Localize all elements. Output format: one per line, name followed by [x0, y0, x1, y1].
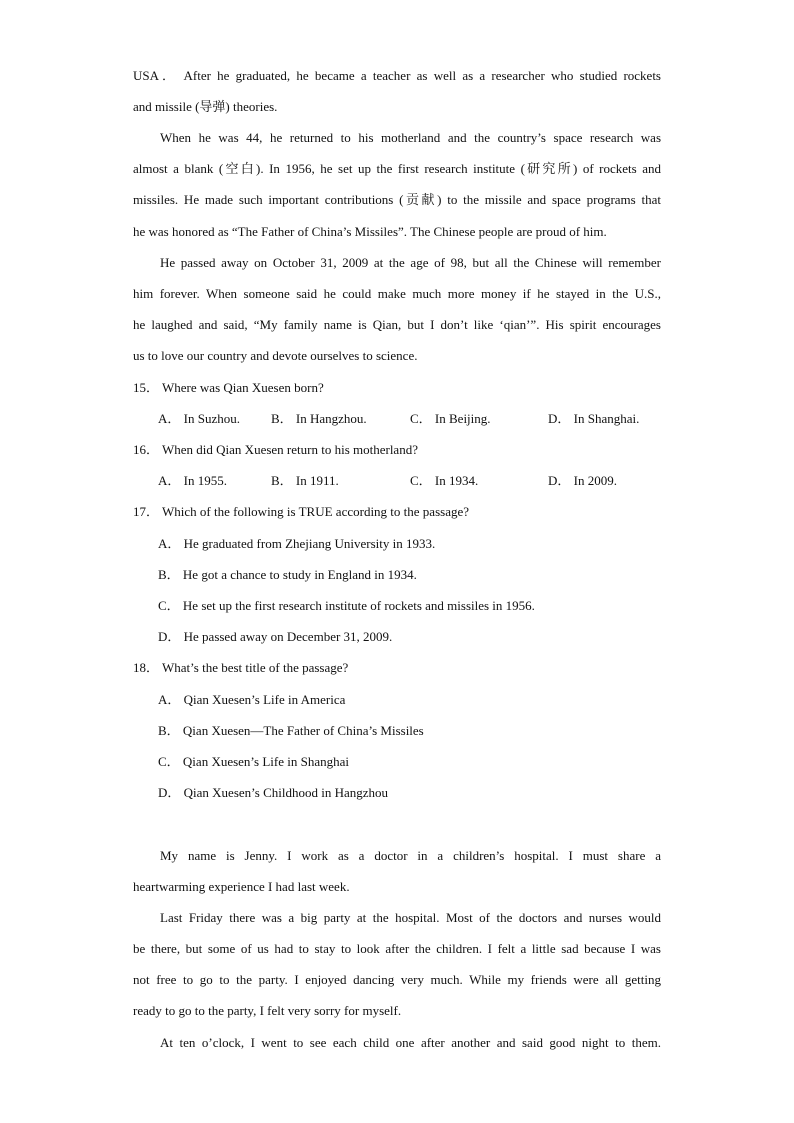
- question-16-option-a: A． In 1955.: [158, 473, 227, 488]
- question-17-option-b: B． He got a chance to study in England in 1934.: [158, 567, 417, 582]
- passage2-line: My name is Jenny. I work as a doctor in a children’s hospital. I must share a: [160, 848, 661, 863]
- question-15-option-d: D． In Shanghai.: [548, 411, 640, 426]
- passage1-line: he laughed and said, “My family name is Qian, but I don’t like ‘qian’”. His spirit encourages: [133, 317, 661, 332]
- question-17-option-a: A． He graduated from Zhejiang University in 1933.: [158, 536, 436, 551]
- question-16-option-b: B． In 1911.: [271, 473, 339, 488]
- question-15-option-a: A． In Suzhou.: [158, 411, 240, 426]
- question-16-option-d: D． In 2009.: [548, 473, 617, 488]
- passage1-line: and missile (导弹) theories.: [133, 99, 278, 114]
- passage2-line: heartwarming experience I had last week.: [133, 879, 350, 894]
- passage2-line: be there, but some of us had to stay to look after the children. I felt a little sad because I was: [133, 941, 661, 956]
- passage1-line: he was honored as “The Father of China’s Missiles”. The Chinese people are proud of him.: [133, 224, 607, 239]
- passage1-line: missiles. He made such important contributions (贡献) to the missile and space programs that: [133, 192, 661, 207]
- question-18-option-a: A． Qian Xuesen’s Life in America: [158, 692, 346, 707]
- passage2-line: not free to go to the party. I enjoyed dancing very much. While my friends were all getting: [133, 972, 661, 987]
- passage1-line: USA． After he graduated, he became a teacher as well as a researcher who studied rockets: [133, 68, 661, 83]
- question-18-stem: 18． What’s the best title of the passage?: [133, 660, 349, 675]
- question-16-stem: 16． When did Qian Xuesen return to his motherland?: [133, 442, 418, 457]
- passage2-line: At ten o’clock, I went to see each child one after another and said good night to them.: [160, 1035, 661, 1050]
- question-17-option-c: C． He set up the first research institute of rockets and missiles in 1956.: [158, 598, 535, 613]
- question-15-stem: 15． Where was Qian Xuesen born?: [133, 380, 324, 395]
- passage1-line: almost a blank (空白). In 1956, he set up the first research institute (研究所) of rockets and: [133, 161, 661, 176]
- question-17-option-d: D． He passed away on December 31, 2009.: [158, 629, 393, 644]
- question-15-option-c: C． In Beijing.: [410, 411, 491, 426]
- question-16-option-c: C． In 1934.: [410, 473, 479, 488]
- question-18-option-c: C． Qian Xuesen’s Life in Shanghai: [158, 754, 349, 769]
- passage1-line: When he was 44, he returned to his motherland and the country’s space research was: [160, 130, 661, 145]
- passage1-line: He passed away on October 31, 2009 at the age of 98, but all the Chinese will remember: [160, 255, 661, 270]
- question-17-stem: 17． Which of the following is TRUE according to the passage?: [133, 504, 470, 519]
- question-15-option-b: B． In Hangzhou.: [271, 411, 367, 426]
- passage1-line: us to love our country and devote ourselves to science.: [133, 348, 418, 363]
- question-18-option-b: B． Qian Xuesen—The Father of China’s Missiles: [158, 723, 424, 738]
- passage2-line: ready to go to the party, I felt very sorry for myself.: [133, 1003, 402, 1018]
- passage1-line: him forever. When someone said he could make much more money if he stayed in the U.S.,: [133, 286, 661, 301]
- question-18-option-d: D． Qian Xuesen’s Childhood in Hangzhou: [158, 785, 389, 800]
- passage2-line: Last Friday there was a big party at the hospital. Most of the doctors and nurses would: [160, 910, 661, 925]
